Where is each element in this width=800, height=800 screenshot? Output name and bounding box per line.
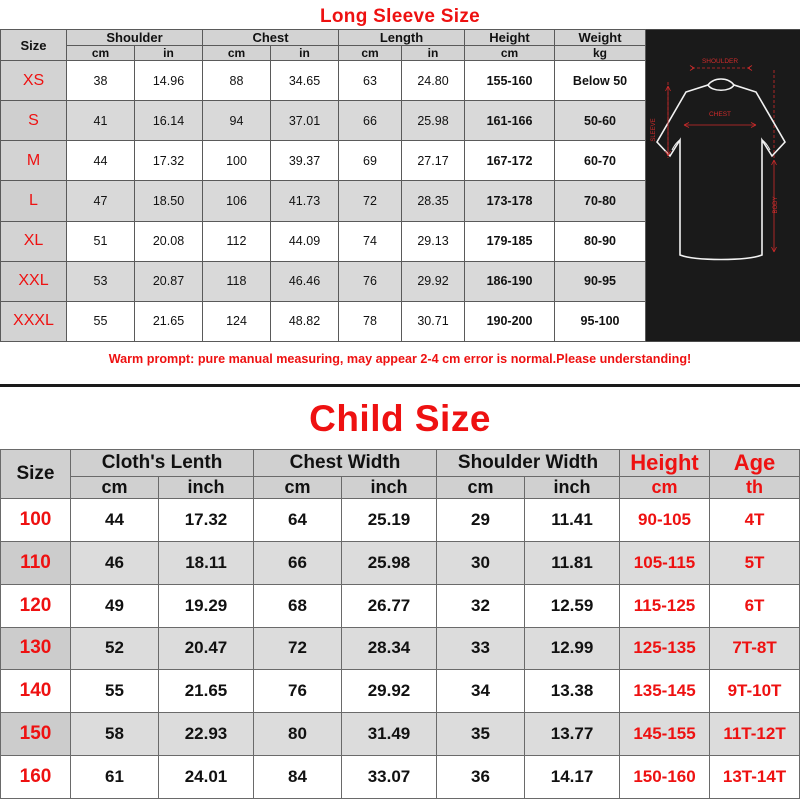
adult-row-size: XXL <box>1 261 67 301</box>
adult-size-section <box>0 0 800 376</box>
adult-unit-length-cm: cm <box>339 46 402 61</box>
adult-cell-chest-in: 34.65 <box>271 61 339 101</box>
adult-cell-weight: 50-60 <box>555 101 646 141</box>
adult-cell-shoulder-cm: 47 <box>67 181 135 221</box>
adult-cell-shoulder-cm: 44 <box>67 141 135 181</box>
child-cell-height: 145-155 <box>620 713 710 756</box>
child-unit-shoulder-cm: cm <box>437 477 525 499</box>
adult-cell-length-cm: 76 <box>339 261 402 301</box>
child-row-size: 160 <box>1 756 71 799</box>
adult-header-weight: Weight <box>555 30 646 46</box>
child-cell-shoulder-in: 12.59 <box>525 584 620 627</box>
child-cell-height: 105-115 <box>620 541 710 584</box>
adult-cell-chest-cm: 124 <box>203 301 271 341</box>
adult-cell-length-cm: 63 <box>339 61 402 101</box>
adult-cell-shoulder-in: 21.65 <box>135 301 203 341</box>
child-header-cloth-length: Cloth's Lenth <box>71 450 254 477</box>
child-section-title: Child Size <box>309 398 491 439</box>
child-cell-shoulder-cm: 29 <box>437 499 525 542</box>
child-header-age: Age <box>710 450 800 477</box>
child-cell-shoulder-in: 13.38 <box>525 670 620 713</box>
adult-row-size: S <box>1 101 67 141</box>
adult-cell-weight: 95-100 <box>555 301 646 341</box>
child-unit-length-cm: cm <box>71 477 159 499</box>
adult-cell-chest-cm: 94 <box>203 101 271 141</box>
adult-cell-weight: 80-90 <box>555 221 646 261</box>
adult-unit-shoulder-cm: cm <box>67 46 135 61</box>
table-row <box>1 713 800 756</box>
adult-row-size: XXXL <box>1 301 67 341</box>
adult-cell-chest-cm: 106 <box>203 181 271 221</box>
child-row-size: 140 <box>1 670 71 713</box>
child-cell-chest-in: 25.19 <box>342 499 437 542</box>
adult-cell-shoulder-in: 20.08 <box>135 221 203 261</box>
child-cell-shoulder-in: 14.17 <box>525 756 620 799</box>
adult-cell-chest-cm: 88 <box>203 61 271 101</box>
child-header-height: Height <box>620 450 710 477</box>
child-cell-height: 135-145 <box>620 670 710 713</box>
adult-cell-chest-in: 48.82 <box>271 301 339 341</box>
adult-cell-length-in: 24.80 <box>402 61 465 101</box>
adult-cell-chest-cm: 100 <box>203 141 271 181</box>
adult-cell-shoulder-cm: 41 <box>67 101 135 141</box>
table-row <box>1 101 646 141</box>
table-row <box>1 670 800 713</box>
table-row <box>1 301 646 341</box>
child-unit-chest-inch: inch <box>342 477 437 499</box>
child-header-shoulder-width: Shoulder Width <box>437 450 620 477</box>
adult-cell-height: 173-178 <box>465 181 555 221</box>
table-row <box>1 627 800 670</box>
child-cell-length-in: 24.01 <box>159 756 254 799</box>
child-row-size: 130 <box>1 627 71 670</box>
child-cell-age: 9T-10T <box>710 670 800 713</box>
adult-cell-shoulder-in: 20.87 <box>135 261 203 301</box>
child-unit-length-inch: inch <box>159 477 254 499</box>
adult-unit-height-cm: cm <box>465 46 555 61</box>
child-cell-shoulder-cm: 33 <box>437 627 525 670</box>
warm-prompt-note: Warm prompt: pure manual measuring, may appear 2-4 cm error is normal.Please understanding! <box>108 352 692 366</box>
child-cell-length-cm: 61 <box>71 756 159 799</box>
child-cell-shoulder-in: 11.41 <box>525 499 620 542</box>
label-shoulder: SHOULDER <box>701 58 739 65</box>
adult-cell-height: 190-200 <box>465 301 555 341</box>
child-cell-height: 150-160 <box>620 756 710 799</box>
child-cell-height: 115-125 <box>620 584 710 627</box>
adult-cell-shoulder-cm: 55 <box>67 301 135 341</box>
adult-header-chest: Chest <box>203 30 339 46</box>
child-header-size: Size <box>1 450 71 499</box>
adult-cell-shoulder-in: 14.96 <box>135 61 203 101</box>
adult-cell-shoulder-cm: 38 <box>67 61 135 101</box>
adult-row-size: XL <box>1 221 67 261</box>
adult-group-header-row <box>1 30 646 46</box>
adult-cell-height: 155-160 <box>465 61 555 101</box>
child-cell-length-in: 20.47 <box>159 627 254 670</box>
adult-cell-height: 186-190 <box>465 261 555 301</box>
child-unit-header-row <box>1 477 800 499</box>
adult-cell-chest-in: 37.01 <box>271 101 339 141</box>
child-cell-age: 11T-12T <box>710 713 800 756</box>
child-cell-chest-in: 25.98 <box>342 541 437 584</box>
child-cell-length-in: 21.65 <box>159 670 254 713</box>
child-cell-shoulder-cm: 32 <box>437 584 525 627</box>
adult-unit-chest-cm: cm <box>203 46 271 61</box>
child-cell-chest-cm: 66 <box>254 541 342 584</box>
child-cell-height: 125-135 <box>620 627 710 670</box>
adult-cell-shoulder-in: 17.32 <box>135 141 203 181</box>
child-group-header-row <box>1 450 800 477</box>
child-row-size: 120 <box>1 584 71 627</box>
child-cell-chest-in: 29.92 <box>342 670 437 713</box>
adult-header-size: Size <box>1 30 67 61</box>
child-cell-chest-cm: 72 <box>254 627 342 670</box>
label-chest: CHEST <box>709 111 732 118</box>
adult-cell-length-in: 29.13 <box>402 221 465 261</box>
adult-unit-header-row <box>1 46 646 61</box>
adult-cell-height: 167-172 <box>465 141 555 181</box>
adult-cell-length-in: 27.17 <box>402 141 465 181</box>
adult-cell-weight: 70-80 <box>555 181 646 221</box>
child-size-section <box>0 384 800 800</box>
child-unit-age-th: th <box>710 477 800 499</box>
child-cell-shoulder-cm: 34 <box>437 670 525 713</box>
adult-cell-weight: 90-95 <box>555 261 646 301</box>
child-cell-shoulder-cm: 30 <box>437 541 525 584</box>
child-header-chest-width: Chest Width <box>254 450 437 477</box>
child-cell-chest-cm: 68 <box>254 584 342 627</box>
table-row <box>1 141 646 181</box>
child-cell-length-cm: 58 <box>71 713 159 756</box>
adult-row-size: L <box>1 181 67 221</box>
child-cell-chest-cm: 76 <box>254 670 342 713</box>
child-cell-age: 5T <box>710 541 800 584</box>
adult-cell-shoulder-cm: 51 <box>67 221 135 261</box>
adult-cell-chest-cm: 118 <box>203 261 271 301</box>
adult-cell-weight: Below 50 <box>555 61 646 101</box>
table-row <box>1 541 800 584</box>
adult-row-size: M <box>1 141 67 181</box>
table-row <box>1 181 646 221</box>
adult-cell-chest-in: 41.73 <box>271 181 339 221</box>
child-unit-chest-cm: cm <box>254 477 342 499</box>
child-cell-length-cm: 49 <box>71 584 159 627</box>
adult-cell-chest-in: 46.46 <box>271 261 339 301</box>
child-cell-chest-cm: 84 <box>254 756 342 799</box>
adult-body <box>0 29 800 342</box>
label-sleeve: SLEEVE <box>651 118 658 142</box>
adult-row-size: XS <box>1 61 67 101</box>
child-cell-height: 90-105 <box>620 499 710 542</box>
child-cell-shoulder-in: 13.77 <box>525 713 620 756</box>
adult-cell-chest-in: 44.09 <box>271 221 339 261</box>
adult-unit-chest-in: in <box>271 46 339 61</box>
adult-cell-chest-cm: 112 <box>203 221 271 261</box>
label-body: BODY <box>773 196 780 214</box>
adult-cell-length-cm: 78 <box>339 301 402 341</box>
child-cell-shoulder-in: 12.99 <box>525 627 620 670</box>
child-unit-shoulder-inch: inch <box>525 477 620 499</box>
child-row-size: 150 <box>1 713 71 756</box>
adult-cell-length-cm: 72 <box>339 181 402 221</box>
child-cell-chest-cm: 64 <box>254 499 342 542</box>
adult-cell-shoulder-cm: 53 <box>67 261 135 301</box>
child-row-size: 100 <box>1 499 71 542</box>
child-row-size: 110 <box>1 541 71 584</box>
adult-cell-weight: 60-70 <box>555 141 646 181</box>
adult-cell-length-cm: 74 <box>339 221 402 261</box>
child-cell-length-in: 17.32 <box>159 499 254 542</box>
adult-cell-length-cm: 69 <box>339 141 402 181</box>
child-cell-age: 4T <box>710 499 800 542</box>
child-cell-shoulder-in: 11.81 <box>525 541 620 584</box>
child-cell-length-in: 22.93 <box>159 713 254 756</box>
table-row <box>1 221 646 261</box>
child-cell-length-cm: 46 <box>71 541 159 584</box>
child-size-table <box>0 449 800 799</box>
child-unit-height-cm: cm <box>620 477 710 499</box>
table-row <box>1 61 646 101</box>
adult-cell-shoulder-in: 16.14 <box>135 101 203 141</box>
adult-cell-length-cm: 66 <box>339 101 402 141</box>
child-cell-chest-in: 28.34 <box>342 627 437 670</box>
child-cell-shoulder-cm: 35 <box>437 713 525 756</box>
adult-unit-shoulder-in: in <box>135 46 203 61</box>
child-cell-length-cm: 44 <box>71 499 159 542</box>
adult-cell-length-in: 28.35 <box>402 181 465 221</box>
adult-cell-height: 161-166 <box>465 101 555 141</box>
child-cell-length-in: 18.11 <box>159 541 254 584</box>
child-cell-length-cm: 55 <box>71 670 159 713</box>
child-cell-age: 13T-14T <box>710 756 800 799</box>
child-cell-length-cm: 52 <box>71 627 159 670</box>
adult-unit-length-in: in <box>402 46 465 61</box>
adult-section-title: Long Sleeve Size <box>319 6 481 27</box>
adult-size-table <box>0 29 646 342</box>
child-cell-length-in: 19.29 <box>159 584 254 627</box>
adult-cell-length-in: 30.71 <box>402 301 465 341</box>
child-cell-chest-in: 31.49 <box>342 713 437 756</box>
table-row <box>1 261 646 301</box>
child-cell-chest-in: 26.77 <box>342 584 437 627</box>
table-row <box>1 499 800 542</box>
table-row <box>1 756 800 799</box>
long-sleeve-diagram <box>646 29 800 342</box>
adult-unit-weight-kg: kg <box>555 46 646 61</box>
child-cell-chest-cm: 80 <box>254 713 342 756</box>
table-row <box>1 584 800 627</box>
child-cell-shoulder-cm: 36 <box>437 756 525 799</box>
child-cell-age: 7T-8T <box>710 627 800 670</box>
adult-cell-length-in: 25.98 <box>402 101 465 141</box>
child-cell-age: 6T <box>710 584 800 627</box>
adult-cell-chest-in: 39.37 <box>271 141 339 181</box>
adult-cell-length-in: 29.92 <box>402 261 465 301</box>
adult-header-length: Length <box>339 30 465 46</box>
adult-cell-shoulder-in: 18.50 <box>135 181 203 221</box>
adult-header-height: Height <box>465 30 555 46</box>
child-cell-chest-in: 33.07 <box>342 756 437 799</box>
tshirt-diagram-svg <box>646 30 800 343</box>
adult-cell-height: 179-185 <box>465 221 555 261</box>
adult-header-shoulder: Shoulder <box>67 30 203 46</box>
